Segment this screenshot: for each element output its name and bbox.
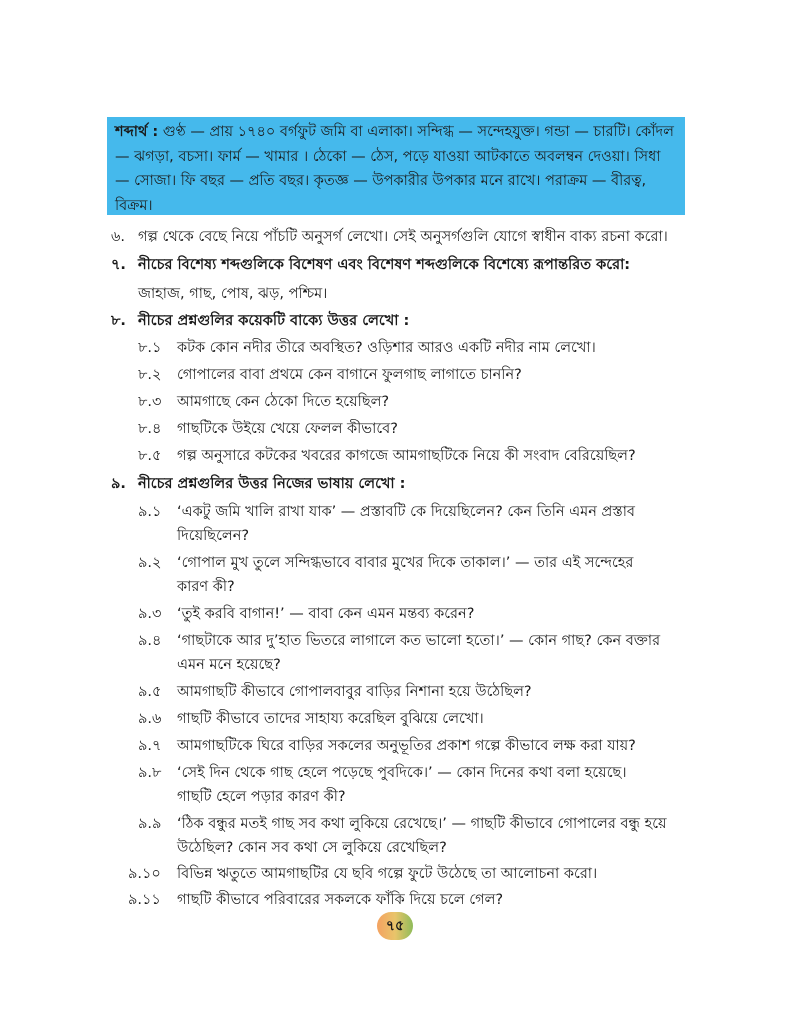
sub-question-text-cont: এমন মনে হয়েছে? (177, 657, 281, 673)
question-text: নীচের বিশেষ্য শব্দগুলিকে বিশেষণ এবং বিশেষণ শব্দগুলিকে বিশেষ্যে রূপান্তরিত করো: (138, 257, 631, 273)
glossary-title: শব্দার্থ : (115, 124, 159, 140)
sub-question-text: আমগাছে কেন ঠেকো দিতে হয়েছিল? (177, 394, 390, 410)
question-text: নীচের প্রশ্নগুলির কয়েকটি বাক্যে উত্তর লেখো : (138, 313, 410, 329)
page-number-badge (377, 912, 413, 940)
sub-question-text: ‘ঠিক বন্ধুর মতই গাছ সব কথা লুকিয়ে রেখেছে।’ — গাছটি কীভাবে গোপালের বন্ধু হয়ে (177, 816, 667, 832)
sub-question-text: আমগাছটি কীভাবে গোপালবাবুর বাড়ির নিশানা হয়ে উঠেছিল? (177, 684, 532, 700)
sub-question-text: ‘গাছটাকে আর দু’হাত ভিতরে লাগালে কত ভালো হতো।’ — কোন গাছ? কেন বক্তার (177, 633, 661, 649)
question-number: ৮. (111, 313, 126, 329)
sub-question-number: ৮.৪ (138, 421, 162, 437)
sub-question-number: ৯.৬ (138, 711, 162, 727)
sub-question-text: গাছটিকে উইয়ে খেয়ে ফেলল কীভাবে? (177, 421, 398, 437)
sub-question-number: ৯.৭ (138, 738, 162, 754)
sub-question-number: ৮.১ (138, 340, 162, 356)
question-text: গল্প থেকে বেছে নিয়ে পাঁচটি অনুসর্গ লেখো। সেই অনুসর্গগুলি যোগে স্বাধীন বাক্য রচনা করো। (138, 229, 668, 245)
question-number: ৬. (111, 229, 126, 245)
sub-question-text: গোপালের বাবা প্রথমে কেন বাগানে ফুলগাছ লাগাতে চাননি? (177, 367, 522, 383)
sub-question-number: ৯.১০ (128, 866, 161, 882)
sub-question-text: গল্প অনুসারে কটকের খবরের কাগজে আমগাছটিকে নিয়ে কী সংবাদ বেরিয়েছিল? (177, 448, 636, 464)
sub-question-text: গাছটি কীভাবে তাদের সাহায্য করেছিল বুঝিয়ে লেখো। (177, 711, 484, 727)
sub-question-text: ‘তুই করবি বাগান!’ — বাবা কেন এমন মন্তব্য করেন? (177, 606, 475, 622)
sub-question-number: ৯.৫ (138, 684, 162, 700)
sub-question-text: ‘সেই দিন থেকে গাছ হেলে পড়েছে পুবদিকে।’ — কোন দিনের কথা বলা হয়েছে। (177, 765, 627, 781)
page-number: ৭৫ (385, 918, 405, 934)
sub-question-text: আমগাছটিকে ঘিরে বাড়ির সকলের অনুভূতির প্রকাশ গল্পে কীভাবে লক্ষ করা যায়? (177, 738, 636, 754)
sub-question-number: ৯.১১ (128, 892, 161, 908)
sub-question-text: বিভিন্ন ঋতুতে আমগাছটির যে ছবি গল্পে ফুটে উঠেছে তা আলোচনা করো। (177, 866, 598, 882)
sub-question-number: ৮.২ (138, 367, 162, 383)
question-words: জাহাজ, গাছ, পোষ, ঝড়, পশ্চিম। (138, 286, 328, 302)
sub-question-number: ৯.৪ (138, 633, 162, 649)
question-number: ৭. (111, 257, 126, 273)
question-number: ৯. (111, 476, 126, 492)
sub-question-number: ৯.৮ (138, 765, 162, 781)
sub-question-text-cont: কারণ কী? (177, 579, 235, 595)
sub-question-text: ‘একটু জমি খালি রাখা যাক’ — প্রস্তাবটি কে দিয়েছিলেন? কেন তিনি এমন প্রস্তাব (177, 504, 635, 520)
sub-question-number: ৮.৫ (138, 448, 162, 464)
sub-question-text-cont: গাছটি হেলে পড়ার কারণ কী? (177, 789, 346, 805)
sub-question-text-cont: উঠেছিল? কোন সব কথা সে লুকিয়ে রেখেছিল? (177, 840, 447, 856)
sub-question-text: ‘গোপাল মুখ তুলে সন্দিগ্ধভাবে বাবার মুখের দিকে তাকাল।’ — তার এই সন্দেহের (177, 555, 634, 571)
sub-question-number: ৯.৯ (138, 816, 162, 832)
sub-question-text-cont: দিয়েছিলেন? (177, 528, 250, 544)
question-text: নীচের প্রশ্নগুলির উত্তর নিজের ভাষায় লেখো : (138, 476, 406, 492)
sub-question-number: ৯.৩ (138, 606, 162, 622)
glossary-box (107, 117, 685, 215)
sub-question-number: ৮.৩ (138, 394, 162, 410)
glossary-text: গুণ্ঠ — প্রায় ১৭৪০ বর্গফুট জমি বা এলাকা। সন্দিগ্ধ — সন্দেহযুক্ত। গন্ডা — চারটি। কোঁদল — ঝগড়া, বচসা। ফার্ম — খামার । ঠেকো — ঠেস, পড়ে যাওয়া আটকাতে অবলম্বন দেওয়া। সিধা — সোজা। ফি বছর — প্রতি বছর। কৃতজ্ঞ — উপকারীর উপকার মনে রাখে। পরাক্রম — বীরত্ব, বিক্রম। (115, 124, 674, 214)
sub-question-number: ৯.২ (138, 555, 162, 571)
sub-question-text: কটক কোন নদীর তীরে অবস্থিত? ওড়িশার আরও একটি নদীর নাম লেখো। (177, 340, 596, 356)
sub-question-number: ৯.১ (138, 504, 162, 520)
sub-question-text: গাছটি কীভাবে পরিবারের সকলকে ফাঁকি দিয়ে চলে গেল? (177, 892, 504, 908)
